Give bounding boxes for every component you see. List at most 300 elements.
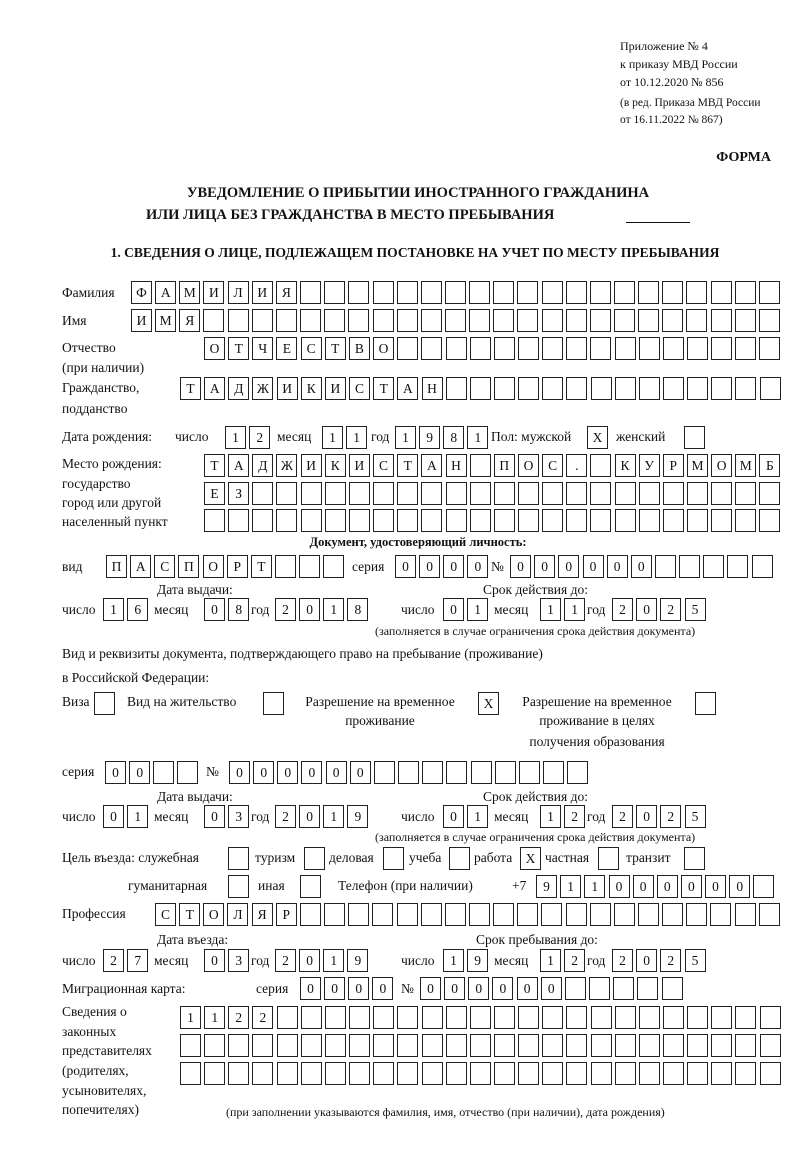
representatives-row-1-cell[interactable] bbox=[663, 1006, 684, 1029]
stay-month-cell[interactable]: 2 bbox=[564, 949, 585, 972]
trp-checkbox[interactable]: X bbox=[478, 692, 499, 715]
representatives-row-3-cell[interactable] bbox=[325, 1062, 346, 1085]
id-number-cell[interactable]: 0 bbox=[583, 555, 604, 578]
migration-number-cell[interactable] bbox=[662, 977, 683, 1000]
patronymic-cell[interactable]: В bbox=[349, 337, 370, 360]
name-cell[interactable] bbox=[203, 309, 224, 332]
birthplace-row-3-cell[interactable] bbox=[663, 509, 684, 532]
citizenship-cell[interactable] bbox=[615, 377, 636, 400]
surname-cell[interactable] bbox=[542, 281, 563, 304]
id-number-cell[interactable] bbox=[679, 555, 700, 578]
representatives-row-2-cell[interactable] bbox=[470, 1034, 491, 1057]
entry-year-cell[interactable]: 1 bbox=[323, 949, 344, 972]
name-cell[interactable] bbox=[686, 309, 707, 332]
patronymic-cell[interactable] bbox=[446, 337, 467, 360]
surname-cell[interactable] bbox=[373, 281, 394, 304]
profession-cell[interactable]: Т bbox=[179, 903, 200, 926]
profession-cell[interactable] bbox=[686, 903, 707, 926]
stay-day-cell[interactable]: 1 bbox=[443, 949, 464, 972]
right-issue-year-cell[interactable]: 2 bbox=[275, 805, 296, 828]
profession-cell[interactable] bbox=[372, 903, 393, 926]
birthplace-row-2-cell[interactable] bbox=[397, 482, 418, 505]
right-issue-month-cell[interactable]: 0 bbox=[204, 805, 225, 828]
migration-number-cell[interactable] bbox=[637, 977, 658, 1000]
representatives-row-2-cell[interactable] bbox=[711, 1034, 732, 1057]
representatives-row-1-cell[interactable] bbox=[349, 1006, 370, 1029]
patronymic-cell[interactable]: Т bbox=[325, 337, 346, 360]
representatives-row-2-cell[interactable] bbox=[591, 1034, 612, 1057]
birthplace-row-1-cell[interactable]: Д bbox=[252, 454, 273, 477]
patronymic-cell[interactable] bbox=[421, 337, 442, 360]
birthplace-row-1-cell[interactable]: П bbox=[494, 454, 515, 477]
birthplace-row-1-cell[interactable]: Ж bbox=[276, 454, 297, 477]
citizenship-cell[interactable]: И bbox=[325, 377, 346, 400]
representatives-row-2-cell[interactable] bbox=[180, 1034, 201, 1057]
citizenship-cell[interactable]: Д bbox=[228, 377, 249, 400]
birth-day-cell[interactable]: 2 bbox=[249, 426, 270, 449]
representatives-row-3-cell[interactable] bbox=[252, 1062, 273, 1085]
birthplace-row-3-cell[interactable] bbox=[325, 509, 346, 532]
birthplace-row-1-cell[interactable]: Н bbox=[446, 454, 467, 477]
id-kind-cell[interactable]: Р bbox=[227, 555, 248, 578]
profession-cell[interactable] bbox=[421, 903, 442, 926]
citizenship-cell[interactable] bbox=[711, 377, 732, 400]
birthplace-row-3-cell[interactable] bbox=[494, 509, 515, 532]
representatives-row-1-cell[interactable] bbox=[470, 1006, 491, 1029]
phone-cell[interactable] bbox=[753, 875, 774, 898]
profession-cell[interactable] bbox=[710, 903, 731, 926]
birthplace-row-2-cell[interactable] bbox=[542, 482, 563, 505]
representatives-row-3-cell[interactable] bbox=[566, 1062, 587, 1085]
birthplace-row-3-cell[interactable] bbox=[301, 509, 322, 532]
birth-month-cell[interactable]: 1 bbox=[322, 426, 343, 449]
birthplace-row-3-cell[interactable] bbox=[711, 509, 732, 532]
purpose-business-checkbox[interactable] bbox=[383, 847, 404, 870]
birthplace-row-2-cell[interactable] bbox=[276, 482, 297, 505]
representatives-row-3-cell[interactable] bbox=[301, 1062, 322, 1085]
id-kind-cell[interactable]: П bbox=[106, 555, 127, 578]
id-issue-year-cell[interactable]: 0 bbox=[299, 598, 320, 621]
profession-cell[interactable] bbox=[638, 903, 659, 926]
patronymic-cell[interactable] bbox=[566, 337, 587, 360]
profession-cell[interactable] bbox=[662, 903, 683, 926]
representatives-row-2-cell[interactable] bbox=[566, 1034, 587, 1057]
birthplace-row-3-cell[interactable] bbox=[228, 509, 249, 532]
representatives-row-3-cell[interactable] bbox=[687, 1062, 708, 1085]
id-kind-cell[interactable]: С bbox=[154, 555, 175, 578]
citizenship-cell[interactable] bbox=[494, 377, 515, 400]
birthplace-row-3-cell[interactable] bbox=[590, 509, 611, 532]
representatives-row-2-cell[interactable] bbox=[349, 1034, 370, 1057]
profession-cell[interactable] bbox=[324, 903, 345, 926]
id-issue-year-cell[interactable]: 1 bbox=[323, 598, 344, 621]
birthplace-row-1-cell[interactable]: Р bbox=[663, 454, 684, 477]
representatives-row-1-cell[interactable] bbox=[542, 1006, 563, 1029]
migration-number-cell[interactable]: 0 bbox=[444, 977, 465, 1000]
migration-number-cell[interactable]: 0 bbox=[468, 977, 489, 1000]
representatives-row-2-cell[interactable] bbox=[687, 1034, 708, 1057]
representatives-row-1-cell[interactable] bbox=[711, 1006, 732, 1029]
surname-cell[interactable] bbox=[348, 281, 369, 304]
id-issue-day-cell[interactable]: 1 bbox=[103, 598, 124, 621]
representatives-row-3-cell[interactable] bbox=[446, 1062, 467, 1085]
birthplace-row-3-cell[interactable] bbox=[349, 509, 370, 532]
representatives-row-2-cell[interactable] bbox=[301, 1034, 322, 1057]
purpose-study-checkbox[interactable] bbox=[449, 847, 470, 870]
birthplace-row-3-cell[interactable] bbox=[276, 509, 297, 532]
patronymic-cell[interactable] bbox=[687, 337, 708, 360]
right-valid-day-cell[interactable]: 1 bbox=[467, 805, 488, 828]
representatives-row-3-cell[interactable] bbox=[180, 1062, 201, 1085]
surname-cell[interactable] bbox=[759, 281, 780, 304]
birthplace-row-3-cell[interactable] bbox=[470, 509, 491, 532]
citizenship-cell[interactable]: А bbox=[397, 377, 418, 400]
birthplace-row-1-cell[interactable]: О bbox=[518, 454, 539, 477]
birthplace-row-1-cell[interactable]: С bbox=[373, 454, 394, 477]
representatives-row-2-cell[interactable] bbox=[735, 1034, 756, 1057]
birthplace-row-2-cell[interactable] bbox=[494, 482, 515, 505]
birthplace-row-3-cell[interactable] bbox=[518, 509, 539, 532]
name-cell[interactable] bbox=[735, 309, 756, 332]
citizenship-cell[interactable]: И bbox=[277, 377, 298, 400]
right-valid-year-cell[interactable]: 5 bbox=[685, 805, 706, 828]
representatives-row-2-cell[interactable] bbox=[228, 1034, 249, 1057]
right-valid-day-cell[interactable]: 0 bbox=[443, 805, 464, 828]
surname-cell[interactable]: И bbox=[252, 281, 273, 304]
patronymic-cell[interactable]: О bbox=[373, 337, 394, 360]
name-cell[interactable]: Я bbox=[179, 309, 200, 332]
birthplace-row-1-cell[interactable]: Б bbox=[759, 454, 780, 477]
right-series-cell[interactable]: 0 bbox=[105, 761, 126, 784]
birthplace-row-1-cell[interactable]: А bbox=[228, 454, 249, 477]
sex-male-checkbox[interactable]: X bbox=[587, 426, 608, 449]
id-number-cell[interactable] bbox=[655, 555, 676, 578]
patronymic-cell[interactable] bbox=[663, 337, 684, 360]
citizenship-cell[interactable] bbox=[518, 377, 539, 400]
profession-cell[interactable]: С bbox=[155, 903, 176, 926]
id-kind-cell[interactable]: А bbox=[130, 555, 151, 578]
citizenship-cell[interactable]: А bbox=[204, 377, 225, 400]
birthplace-row-3-cell[interactable] bbox=[542, 509, 563, 532]
migration-series-cell[interactable]: 0 bbox=[348, 977, 369, 1000]
migration-number-cell[interactable]: 0 bbox=[420, 977, 441, 1000]
id-kind-cell[interactable] bbox=[299, 555, 320, 578]
phone-cell[interactable]: 0 bbox=[633, 875, 654, 898]
birthplace-row-2-cell[interactable] bbox=[639, 482, 660, 505]
id-series-cell[interactable]: 0 bbox=[395, 555, 416, 578]
patronymic-cell[interactable] bbox=[494, 337, 515, 360]
patronymic-cell[interactable] bbox=[639, 337, 660, 360]
name-cell[interactable] bbox=[469, 309, 490, 332]
surname-cell[interactable] bbox=[566, 281, 587, 304]
birth-day-cell[interactable]: 1 bbox=[225, 426, 246, 449]
birth-year-cell[interactable]: 1 bbox=[467, 426, 488, 449]
name-cell[interactable] bbox=[228, 309, 249, 332]
id-issue-month-cell[interactable]: 8 bbox=[228, 598, 249, 621]
right-issue-year-cell[interactable]: 9 bbox=[347, 805, 368, 828]
right-valid-month-cell[interactable]: 2 bbox=[564, 805, 585, 828]
surname-cell[interactable] bbox=[614, 281, 635, 304]
name-cell[interactable] bbox=[324, 309, 345, 332]
patronymic-cell[interactable]: Е bbox=[276, 337, 297, 360]
migration-series-cell[interactable]: 0 bbox=[372, 977, 393, 1000]
right-number-cell[interactable] bbox=[422, 761, 443, 784]
representatives-row-3-cell[interactable] bbox=[760, 1062, 781, 1085]
birthplace-row-1-cell[interactable]: К bbox=[325, 454, 346, 477]
surname-cell[interactable]: А bbox=[155, 281, 176, 304]
right-issue-day-cell[interactable]: 1 bbox=[127, 805, 148, 828]
id-valid-year-cell[interactable]: 2 bbox=[612, 598, 633, 621]
id-valid-year-cell[interactable]: 5 bbox=[685, 598, 706, 621]
purpose-tourism-checkbox[interactable] bbox=[304, 847, 325, 870]
surname-cell[interactable] bbox=[711, 281, 732, 304]
representatives-row-3-cell[interactable] bbox=[615, 1062, 636, 1085]
birthplace-row-3-cell[interactable] bbox=[373, 509, 394, 532]
birthplace-row-3-cell[interactable] bbox=[639, 509, 660, 532]
birthplace-row-2-cell[interactable] bbox=[421, 482, 442, 505]
representatives-row-1-cell[interactable] bbox=[446, 1006, 467, 1029]
id-series-cell[interactable]: 0 bbox=[467, 555, 488, 578]
id-series-cell[interactable]: 0 bbox=[443, 555, 464, 578]
representatives-row-1-cell[interactable] bbox=[325, 1006, 346, 1029]
name-cell[interactable]: И bbox=[131, 309, 152, 332]
representatives-row-2-cell[interactable] bbox=[639, 1034, 660, 1057]
id-valid-year-cell[interactable]: 2 bbox=[660, 598, 681, 621]
profession-cell[interactable] bbox=[300, 903, 321, 926]
purpose-other-checkbox[interactable] bbox=[300, 875, 321, 898]
migration-number-cell[interactable] bbox=[589, 977, 610, 1000]
migration-number-cell[interactable]: 0 bbox=[517, 977, 538, 1000]
migration-series-cell[interactable]: 0 bbox=[300, 977, 321, 1000]
stay-year-cell[interactable]: 0 bbox=[636, 949, 657, 972]
citizenship-cell[interactable]: Ж bbox=[252, 377, 273, 400]
name-cell[interactable] bbox=[638, 309, 659, 332]
surname-cell[interactable] bbox=[469, 281, 490, 304]
birthplace-row-3-cell[interactable] bbox=[252, 509, 273, 532]
citizenship-cell[interactable] bbox=[687, 377, 708, 400]
birthplace-row-2-cell[interactable] bbox=[373, 482, 394, 505]
representatives-row-3-cell[interactable] bbox=[228, 1062, 249, 1085]
name-cell[interactable] bbox=[542, 309, 563, 332]
citizenship-cell[interactable] bbox=[542, 377, 563, 400]
birthplace-row-2-cell[interactable] bbox=[711, 482, 732, 505]
right-number-cell[interactable] bbox=[398, 761, 419, 784]
representatives-row-2-cell[interactable] bbox=[277, 1034, 298, 1057]
id-valid-month-cell[interactable]: 1 bbox=[564, 598, 585, 621]
profession-cell[interactable]: Я bbox=[252, 903, 273, 926]
birthplace-row-3-cell[interactable] bbox=[204, 509, 225, 532]
patronymic-cell[interactable]: Ч bbox=[252, 337, 273, 360]
birth-year-cell[interactable]: 8 bbox=[443, 426, 464, 449]
representatives-row-1-cell[interactable] bbox=[518, 1006, 539, 1029]
representatives-row-2-cell[interactable] bbox=[446, 1034, 467, 1057]
right-issue-year-cell[interactable]: 1 bbox=[323, 805, 344, 828]
id-issue-month-cell[interactable]: 0 bbox=[204, 598, 225, 621]
surname-cell[interactable]: Л bbox=[228, 281, 249, 304]
right-number-cell[interactable] bbox=[471, 761, 492, 784]
stay-month-cell[interactable]: 1 bbox=[540, 949, 561, 972]
representatives-row-3-cell[interactable] bbox=[711, 1062, 732, 1085]
birthplace-row-1-cell[interactable] bbox=[590, 454, 611, 477]
entry-year-cell[interactable]: 9 bbox=[347, 949, 368, 972]
representatives-row-2-cell[interactable] bbox=[542, 1034, 563, 1057]
surname-cell[interactable] bbox=[445, 281, 466, 304]
birthplace-row-2-cell[interactable] bbox=[518, 482, 539, 505]
birthplace-row-1-cell[interactable]: М bbox=[735, 454, 756, 477]
citizenship-cell[interactable]: Н bbox=[422, 377, 443, 400]
migration-series-cell[interactable]: 0 bbox=[324, 977, 345, 1000]
id-number-cell[interactable]: 0 bbox=[534, 555, 555, 578]
phone-cell[interactable]: 0 bbox=[681, 875, 702, 898]
representatives-row-3-cell[interactable] bbox=[542, 1062, 563, 1085]
profession-cell[interactable] bbox=[493, 903, 514, 926]
birthplace-row-2-cell[interactable] bbox=[252, 482, 273, 505]
representatives-row-1-cell[interactable]: 2 bbox=[228, 1006, 249, 1029]
name-cell[interactable]: М bbox=[155, 309, 176, 332]
entry-year-cell[interactable]: 0 bbox=[299, 949, 320, 972]
name-cell[interactable] bbox=[421, 309, 442, 332]
stay-year-cell[interactable]: 2 bbox=[660, 949, 681, 972]
migration-number-cell[interactable] bbox=[565, 977, 586, 1000]
profession-cell[interactable] bbox=[566, 903, 587, 926]
right-issue-year-cell[interactable]: 0 bbox=[299, 805, 320, 828]
representatives-row-1-cell[interactable] bbox=[760, 1006, 781, 1029]
birthplace-row-3-cell[interactable] bbox=[421, 509, 442, 532]
phone-cell[interactable]: 1 bbox=[560, 875, 581, 898]
citizenship-cell[interactable] bbox=[446, 377, 467, 400]
id-number-cell[interactable]: 0 bbox=[558, 555, 579, 578]
surname-cell[interactable] bbox=[735, 281, 756, 304]
entry-year-cell[interactable]: 2 bbox=[275, 949, 296, 972]
name-cell[interactable] bbox=[373, 309, 394, 332]
citizenship-cell[interactable] bbox=[591, 377, 612, 400]
citizenship-cell[interactable]: С bbox=[349, 377, 370, 400]
birthplace-row-2-cell[interactable] bbox=[735, 482, 756, 505]
birthplace-row-2-cell[interactable] bbox=[325, 482, 346, 505]
citizenship-cell[interactable]: Т bbox=[180, 377, 201, 400]
entry-month-cell[interactable]: 0 bbox=[204, 949, 225, 972]
id-number-cell[interactable]: 0 bbox=[607, 555, 628, 578]
citizenship-cell[interactable] bbox=[639, 377, 660, 400]
representatives-row-1-cell[interactable] bbox=[591, 1006, 612, 1029]
id-kind-cell[interactable] bbox=[275, 555, 296, 578]
representatives-row-2-cell[interactable] bbox=[615, 1034, 636, 1057]
birthplace-row-2-cell[interactable] bbox=[759, 482, 780, 505]
patronymic-cell[interactable] bbox=[470, 337, 491, 360]
birthplace-row-3-cell[interactable] bbox=[735, 509, 756, 532]
birthplace-row-3-cell[interactable] bbox=[446, 509, 467, 532]
patronymic-cell[interactable] bbox=[759, 337, 780, 360]
entry-day-cell[interactable]: 2 bbox=[103, 949, 124, 972]
birthplace-row-1-cell[interactable]: И bbox=[301, 454, 322, 477]
right-series-cell[interactable] bbox=[177, 761, 198, 784]
right-number-cell[interactable] bbox=[495, 761, 516, 784]
birthplace-row-3-cell[interactable] bbox=[759, 509, 780, 532]
profession-cell[interactable] bbox=[735, 903, 756, 926]
birth-year-cell[interactable]: 1 bbox=[395, 426, 416, 449]
representatives-row-1-cell[interactable] bbox=[373, 1006, 394, 1029]
residence-checkbox[interactable] bbox=[263, 692, 284, 715]
birthplace-row-2-cell[interactable] bbox=[301, 482, 322, 505]
name-cell[interactable] bbox=[662, 309, 683, 332]
right-number-cell[interactable]: 0 bbox=[326, 761, 347, 784]
citizenship-cell[interactable] bbox=[760, 377, 781, 400]
representatives-row-2-cell[interactable] bbox=[494, 1034, 515, 1057]
profession-cell[interactable] bbox=[614, 903, 635, 926]
profession-cell[interactable] bbox=[469, 903, 490, 926]
surname-cell[interactable] bbox=[590, 281, 611, 304]
representatives-row-3-cell[interactable] bbox=[639, 1062, 660, 1085]
id-kind-cell[interactable]: Т bbox=[251, 555, 272, 578]
representatives-row-1-cell[interactable] bbox=[566, 1006, 587, 1029]
patronymic-cell[interactable] bbox=[590, 337, 611, 360]
id-number-cell[interactable]: 0 bbox=[631, 555, 652, 578]
patronymic-cell[interactable] bbox=[397, 337, 418, 360]
birthplace-row-1-cell[interactable]: С bbox=[542, 454, 563, 477]
patronymic-cell[interactable] bbox=[735, 337, 756, 360]
citizenship-cell[interactable] bbox=[566, 377, 587, 400]
right-valid-year-cell[interactable]: 0 bbox=[636, 805, 657, 828]
name-cell[interactable] bbox=[614, 309, 635, 332]
id-kind-cell[interactable]: О bbox=[203, 555, 224, 578]
name-cell[interactable] bbox=[397, 309, 418, 332]
representatives-row-3-cell[interactable] bbox=[349, 1062, 370, 1085]
name-cell[interactable] bbox=[566, 309, 587, 332]
birthplace-row-2-cell[interactable]: З bbox=[228, 482, 249, 505]
surname-cell[interactable] bbox=[324, 281, 345, 304]
right-number-cell[interactable] bbox=[519, 761, 540, 784]
profession-cell[interactable]: Л bbox=[227, 903, 248, 926]
profession-cell[interactable] bbox=[348, 903, 369, 926]
representatives-row-1-cell[interactable] bbox=[615, 1006, 636, 1029]
birthplace-row-3-cell[interactable] bbox=[566, 509, 587, 532]
name-cell[interactable] bbox=[517, 309, 538, 332]
representatives-row-1-cell[interactable] bbox=[687, 1006, 708, 1029]
name-cell[interactable] bbox=[276, 309, 297, 332]
right-number-cell[interactable]: 0 bbox=[301, 761, 322, 784]
birthplace-row-2-cell[interactable] bbox=[349, 482, 370, 505]
representatives-row-3-cell[interactable] bbox=[591, 1062, 612, 1085]
purpose-humanitarian-checkbox[interactable] bbox=[228, 875, 249, 898]
citizenship-cell[interactable]: Т bbox=[373, 377, 394, 400]
representatives-row-3-cell[interactable] bbox=[494, 1062, 515, 1085]
patronymic-cell[interactable]: Т bbox=[228, 337, 249, 360]
representatives-row-1-cell[interactable] bbox=[301, 1006, 322, 1029]
right-valid-month-cell[interactable]: 1 bbox=[540, 805, 561, 828]
id-issue-year-cell[interactable]: 8 bbox=[347, 598, 368, 621]
birthplace-row-2-cell[interactable] bbox=[687, 482, 708, 505]
right-number-cell[interactable]: 0 bbox=[253, 761, 274, 784]
representatives-row-3-cell[interactable] bbox=[663, 1062, 684, 1085]
surname-cell[interactable]: М bbox=[179, 281, 200, 304]
representatives-row-2-cell[interactable] bbox=[518, 1034, 539, 1057]
representatives-row-2-cell[interactable] bbox=[373, 1034, 394, 1057]
birthplace-row-2-cell[interactable] bbox=[566, 482, 587, 505]
phone-cell[interactable]: 0 bbox=[705, 875, 726, 898]
id-valid-day-cell[interactable]: 1 bbox=[467, 598, 488, 621]
right-issue-month-cell[interactable]: 3 bbox=[228, 805, 249, 828]
birthplace-row-1-cell[interactable] bbox=[470, 454, 491, 477]
surname-cell[interactable]: Я bbox=[276, 281, 297, 304]
trp-edu-checkbox[interactable] bbox=[695, 692, 716, 715]
representatives-row-3-cell[interactable] bbox=[277, 1062, 298, 1085]
right-number-cell[interactable] bbox=[567, 761, 588, 784]
id-kind-cell[interactable]: П bbox=[178, 555, 199, 578]
stay-day-cell[interactable]: 9 bbox=[467, 949, 488, 972]
birthplace-row-1-cell[interactable]: Т bbox=[204, 454, 225, 477]
phone-cell[interactable]: 0 bbox=[657, 875, 678, 898]
id-valid-year-cell[interactable]: 0 bbox=[636, 598, 657, 621]
